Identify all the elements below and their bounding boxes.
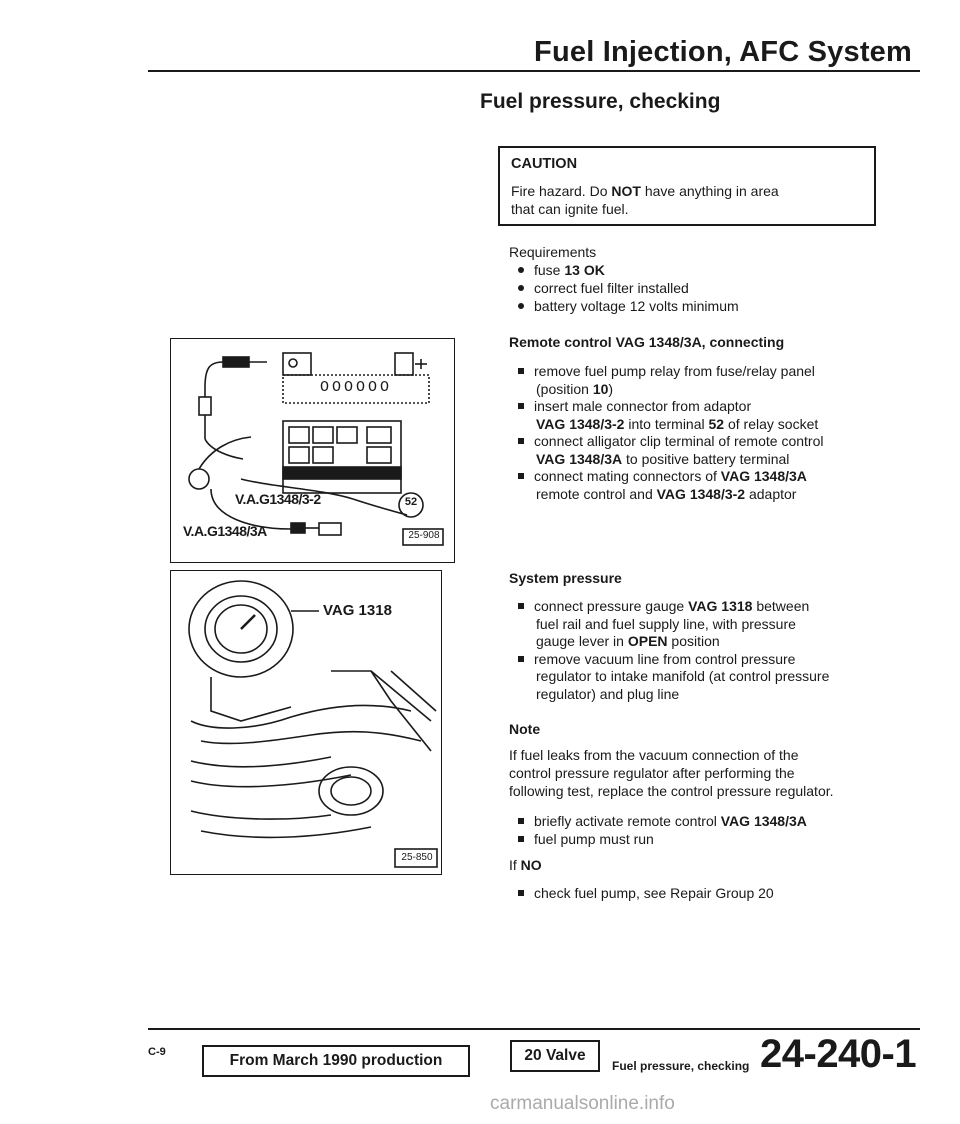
bullet-square xyxy=(518,368,524,374)
bullet-square xyxy=(518,656,524,662)
note-line: If fuel leaks from the vacuum connection of the xyxy=(509,747,799,763)
caution-text-line2: that can ignite fuel. xyxy=(511,201,629,217)
bullet-square xyxy=(518,836,524,842)
step-text: regulator) and plug line xyxy=(536,685,680,702)
caution-text-post: have anything in area xyxy=(640,183,779,199)
check-fuel-pump-text: check fuel pump, see Repair Group 20 xyxy=(534,885,774,901)
valve-badge: 20 Valve xyxy=(510,1040,600,1072)
figure-code-25-908: 25-908 xyxy=(408,530,440,541)
step-line xyxy=(518,397,751,415)
step-text: fuel pump must run xyxy=(534,831,654,847)
figure-pressure-gauge xyxy=(170,570,442,875)
caution-box xyxy=(498,146,876,226)
caution-heading: CAUTION xyxy=(511,156,578,172)
note-line: control pressure regulator after performing the xyxy=(509,765,795,781)
step-text: remove vacuum line from control pressure xyxy=(534,650,796,667)
connector-pins: OOOOOO xyxy=(319,379,392,396)
figure-code-25-850: 25-850 xyxy=(401,852,433,863)
step-line xyxy=(536,485,796,503)
step-text: fuel rail and fuel supply line, with pressure xyxy=(536,615,796,632)
step-line xyxy=(518,830,654,848)
footer-rule xyxy=(148,1028,920,1030)
requirement-text: 13 OK xyxy=(564,262,605,278)
note-line: following test, replace the control pressure regulator. xyxy=(509,783,834,799)
footer-section-name: Fuel pressure, checking xyxy=(612,1059,750,1073)
step-text: adaptor xyxy=(745,485,797,502)
requirements-list xyxy=(518,261,739,315)
step-text: VAG 1348/3A xyxy=(720,468,807,484)
figure-remote-control-wiring xyxy=(170,338,455,563)
requirement-item xyxy=(518,261,739,279)
step-text: of relay socket xyxy=(724,415,819,432)
step-text: connect mating connectors of xyxy=(534,468,721,484)
bullet-dot xyxy=(518,303,524,309)
step-line xyxy=(536,615,796,633)
step-text: VAG 1348/3A xyxy=(536,450,623,467)
step-line xyxy=(536,450,789,468)
step-line xyxy=(536,380,613,398)
bullet-dot xyxy=(518,267,524,273)
step-text: ) xyxy=(608,380,614,397)
step-text: connect pressure gauge xyxy=(534,598,689,614)
requirement-text: correct fuel filter installed xyxy=(534,280,689,296)
step-text: connect alligator clip terminal of remote control xyxy=(534,433,824,449)
step-text: (position xyxy=(536,380,593,397)
bullet-square xyxy=(518,603,524,609)
bullet-square xyxy=(518,438,524,444)
step-text: insert male connector from adaptor xyxy=(534,398,752,414)
if-no-pre: If xyxy=(509,857,521,873)
bullet-dot xyxy=(518,285,524,291)
step-text: between xyxy=(752,598,810,614)
step-text: briefly activate remote control xyxy=(534,813,721,829)
bullet-square xyxy=(518,473,524,479)
caution-text-pre: Fire hazard. Do xyxy=(511,183,612,199)
bullet-square xyxy=(518,818,524,824)
step-text: VAG 1348/3-2 xyxy=(536,415,625,432)
step-line xyxy=(518,362,815,380)
if-no-label xyxy=(509,856,542,874)
step-text: 52 xyxy=(708,415,725,432)
page-code: C-9 xyxy=(148,1046,166,1058)
note-text xyxy=(509,746,834,800)
bullet-square xyxy=(518,403,524,409)
system-pressure-heading: System pressure xyxy=(509,570,622,586)
step-text: regulator to intake manifold (at control pressure xyxy=(536,668,830,684)
label-remote-vag1348-3a: V.A.G1348/3A xyxy=(183,523,267,539)
production-badge: From March 1990 production xyxy=(202,1045,470,1077)
section-title: Fuel pressure, checking xyxy=(480,90,721,113)
terminal-52-label: 52 xyxy=(404,496,418,508)
step-text: VAG 1318 xyxy=(688,598,753,614)
step-text: VAG 1348/3-2 xyxy=(656,485,746,502)
label-vag-1318: VAG 1318 xyxy=(323,602,392,619)
step-line xyxy=(518,812,807,830)
remote-control-heading: Remote control VAG 1348/3A, connecting xyxy=(509,334,785,350)
step-text: remove fuel pump relay from fuse/relay panel xyxy=(534,363,815,379)
note-heading: Note xyxy=(509,721,541,737)
figure-pressure-gauge-drawing xyxy=(171,571,440,873)
step-text: into terminal xyxy=(624,415,709,432)
step-text: OPEN xyxy=(627,633,668,649)
step-text: remote control and xyxy=(536,485,657,502)
caution-text-emphasis: NOT xyxy=(611,183,641,199)
header-rule xyxy=(148,70,920,72)
step-line xyxy=(536,685,679,703)
step-line xyxy=(536,415,818,433)
step-line xyxy=(518,432,823,450)
step-line xyxy=(518,467,807,485)
step-text: VAG 1348/3A xyxy=(720,813,807,829)
page-header-title: Fuel Injection, AFC System xyxy=(534,36,912,68)
step-text: 10 xyxy=(592,380,609,397)
check-fuel-pump-step xyxy=(518,884,774,902)
bullet-square xyxy=(518,890,524,896)
step-text: gauge lever in xyxy=(536,633,628,649)
label-adaptor-vag1348-3-2: V.A.G1348/3-2 xyxy=(235,491,321,507)
watermark-text: carmanualsonline.info xyxy=(490,1093,675,1114)
requirements-heading: Requirements xyxy=(509,244,597,260)
requirement-item xyxy=(518,279,739,297)
if-no-emphasis: NO xyxy=(520,857,542,873)
step-line xyxy=(536,667,829,685)
step-text: to positive battery terminal xyxy=(622,450,790,467)
step-line xyxy=(518,650,795,668)
step-line xyxy=(536,632,720,650)
step-line xyxy=(518,597,809,615)
requirement-text: battery voltage 12 volts minimum xyxy=(534,298,739,314)
step-text: position xyxy=(667,633,720,649)
requirement-item xyxy=(518,297,739,315)
caution-text xyxy=(511,182,863,218)
page-number: 24-240-1 xyxy=(760,1032,917,1076)
requirement-text: fuse xyxy=(534,262,565,278)
